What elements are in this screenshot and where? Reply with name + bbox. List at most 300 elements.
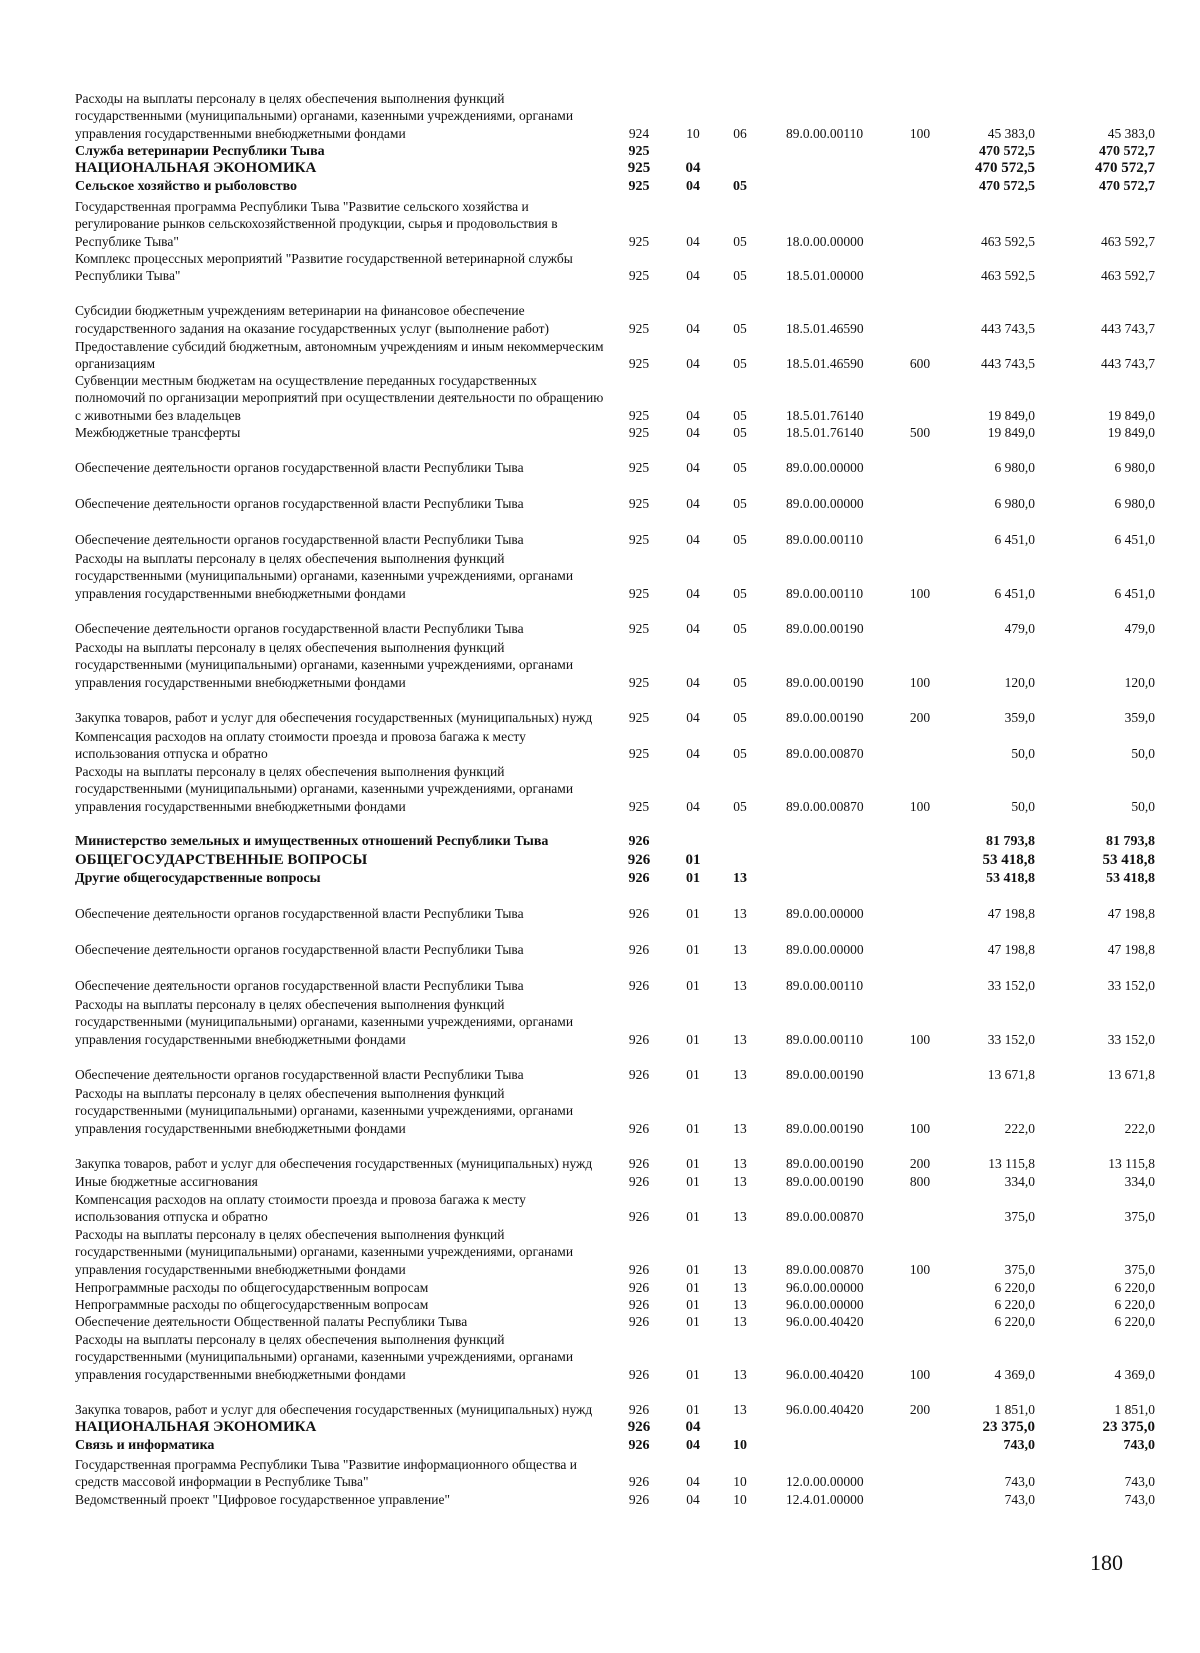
dept-code: 926 [628,1280,650,1295]
subsection-code: 05 [733,585,747,601]
amount-year-2: 50,0 [1131,746,1155,762]
expense-type-code: 600 [909,356,931,372]
amount-year-2: 33 152,0 [1107,1031,1155,1047]
target-article-code: 89.0.00.00190 [786,1067,864,1083]
amount-year-2: 4 369,0 [1114,1366,1155,1382]
amount-year-2: 359,0 [1124,710,1155,726]
amount-year-2: 470 572,7 [1099,179,1155,194]
target-article-code: 89.0.00.00870 [786,798,864,814]
amount-year-2: 334,0 [1124,1174,1155,1189]
item-name: Обеспечение деятельности органов государственной власти Республики Тыва [75,906,524,922]
section-code: 04 [686,460,700,476]
amount-year-1: 359,0 [1004,710,1035,726]
amount-year-1: 443 743,5 [981,356,1035,372]
table-row [0,1049,1200,1084]
amount-year-2: 375,0 [1124,1209,1155,1225]
amount-year-1: 470 572,5 [975,160,1035,176]
subsection-code: 05 [733,798,747,814]
amount-year-1: 45 383,0 [987,125,1035,141]
expense-type-code: 100 [909,125,931,141]
amount-year-1: 23 375,0 [982,1419,1035,1435]
item-name: Расходы на выплаты персоналу в целях обеспечения выполнения функций государственными (муниципальными) органами, казенными учреждениями, органами управления государственными внебюджетными фондами [75,551,574,601]
item-name: ОБЩЕГОСУДАРСТВЕННЫЕ ВОПРОСЫ [75,852,368,868]
item-name: Субсидии бюджетным учреждениям ветеринарии на финансовое обеспечение государственного задания на оказание государственных услуг (выполнение работ) [75,303,550,336]
subsection-code: 13 [733,1261,747,1277]
item-name: Другие общегосударственные вопросы [75,871,321,886]
amount-year-1: 479,0 [1004,621,1035,637]
amount-year-1: 50,0 [1011,746,1035,762]
subsection-code: 05 [733,233,747,249]
table-row [0,1313,1200,1330]
target-article-code: 89.0.00.00000 [786,496,864,512]
amount-year-1: 53 418,8 [986,871,1035,886]
target-article-code: 96.0.00.00000 [786,1280,864,1295]
target-article-code: 89.0.00.00190 [786,1156,864,1172]
section-code: 04 [686,674,700,690]
table-row [0,550,1200,602]
subsection-code: 13 [733,906,747,922]
section-code: 01 [686,1261,700,1277]
target-article-code: 18.5.01.76140 [786,425,864,440]
amount-year-2: 120,0 [1124,674,1155,690]
item-name: Расходы на выплаты персоналу в целях обеспечения выполнения функций государственными (муниципальными) органами, казенными учреждениями, органами управления государственными внебюджетными фондами [75,1332,574,1382]
section-code: 04 [686,356,700,372]
item-name: Компенсация расходов на оплату стоимости проезда и провоза багажа к месту использования отпуска и обратно [75,1192,526,1225]
amount-year-1: 4 369,0 [994,1366,1035,1382]
subsection-code: 05 [733,674,747,690]
amount-year-2: 743,0 [1124,1492,1155,1507]
subsection-code: 05 [733,356,747,372]
subsection-code: 05 [733,496,747,512]
target-article-code: 89.0.00.00190 [786,1174,864,1189]
dept-code: 925 [628,425,650,440]
target-article-code: 89.0.00.00000 [786,460,864,476]
amount-year-2: 6 451,0 [1114,532,1155,548]
item-name: Министерство земельных и имущественных отношений Республики Тыва [75,834,549,850]
section-code: 01 [686,1067,700,1083]
table-row [0,1173,1200,1190]
amount-year-1: 6 220,0 [994,1314,1035,1329]
target-article-code: 89.0.00.00190 [786,1120,864,1136]
amount-year-1: 33 152,0 [987,1031,1035,1047]
dept-code: 925 [628,674,650,690]
amount-year-2: 19 849,0 [1107,407,1155,423]
dept-code: 925 [628,320,650,336]
section-code: 04 [686,425,700,440]
section-code: 04 [686,320,700,336]
section-code: 01 [686,1280,700,1295]
table-row [0,478,1200,513]
item-name: Субвенции местным бюджетам на осуществление переданных государственных полномочий по организации мероприятий при осуществлении деятельности по обращению с животными без владельцев [75,373,604,423]
item-name: НАЦИОНАЛЬНАЯ ЭКОНОМИКА [75,1419,317,1435]
amount-year-2: 470 572,7 [1099,144,1155,159]
amount-year-1: 6 220,0 [994,1297,1035,1312]
dept-code: 926 [628,906,650,922]
dept-code: 926 [627,852,651,868]
section-code: 01 [685,852,701,868]
amount-year-1: 1 851,0 [994,1402,1035,1418]
table-row [0,1384,1200,1419]
section-code: 04 [686,746,700,762]
amount-year-1: 81 793,8 [986,834,1035,850]
amount-year-2: 743,0 [1124,1474,1155,1490]
subsection-code: 13 [733,1280,747,1295]
table-row [0,285,1200,337]
table-row [0,1491,1200,1508]
table-row [0,1191,1200,1226]
subsection-code: 05 [733,621,747,637]
amount-year-1: 743,0 [1004,1492,1035,1507]
expense-type-code: 500 [909,425,931,440]
table-row [0,763,1200,815]
item-name: Обеспечение деятельности органов государственной власти Республики Тыва [75,621,524,637]
target-article-code: 18.5.01.00000 [786,268,864,284]
amount-year-2: 1 851,0 [1114,1402,1155,1418]
dept-code: 925 [628,798,650,814]
table-row [0,1331,1200,1383]
amount-year-2: 53 418,8 [1106,871,1155,886]
item-name: Государственная программа Республики Тыва "Развитие информационного общества и средств массовой информации в Республике Тыва" [75,1457,578,1490]
subsection-code: 05 [733,320,747,336]
table-row [0,178,1200,195]
amount-year-1: 334,0 [1004,1174,1035,1189]
expense-type-code: 200 [909,1156,931,1172]
amount-year-2: 443 743,7 [1101,356,1155,372]
dept-code: 926 [628,1366,650,1382]
amount-year-1: 33 152,0 [987,978,1035,994]
item-name: Обеспечение деятельности органов государственной власти Республики Тыва [75,978,524,994]
section-code: 01 [686,1156,700,1172]
amount-year-2: 47 198,8 [1107,906,1155,922]
amount-year-2: 443 743,7 [1101,320,1155,336]
table-row [0,1138,1200,1173]
dept-code: 925 [628,496,650,512]
expense-type-code: 100 [909,1366,931,1382]
item-name: Закупка товаров, работ и услуг для обеспечения государственных (муниципальных) нужд [75,1402,593,1418]
amount-year-2: 33 152,0 [1107,978,1155,994]
item-name: Закупка товаров, работ и услуг для обеспечения государственных (муниципальных) нужд [75,1156,593,1172]
table-row [0,1456,1200,1491]
subsection-code: 13 [733,1120,747,1136]
expense-type-code: 100 [909,585,931,601]
amount-year-1: 6 451,0 [994,585,1035,601]
section-code: 04 [686,407,700,423]
item-name: Предоставление субсидий бюджетным, автономным учреждениям и иным некоммерческим организациям [75,339,604,372]
dept-code: 925 [628,268,650,284]
dept-code: 926 [628,1156,650,1172]
target-article-code: 89.0.00.00190 [786,710,864,726]
section-code: 01 [686,1120,700,1136]
table-row [0,143,1200,160]
section-code: 04 [686,710,700,726]
target-article-code: 89.0.00.00190 [786,621,864,637]
expense-type-code: 100 [909,1120,931,1136]
dept-code: 926 [628,1314,650,1329]
expense-type-code: 100 [909,1261,931,1277]
amount-year-1: 6 980,0 [994,460,1035,476]
section-code: 10 [686,125,700,141]
section-code: 01 [686,1209,700,1225]
dept-code: 926 [628,1492,650,1507]
table-row [0,442,1200,477]
item-name: Обеспечение деятельности Общественной палаты Республики Тыва [75,1314,468,1329]
target-article-code: 18.5.01.46590 [786,356,864,372]
item-name: Закупка товаров, работ и услуг для обеспечения государственных (муниципальных) нужд [75,710,593,726]
page-number: 180 [1090,1550,1123,1575]
amount-year-1: 470 572,5 [979,144,1035,159]
dept-code: 925 [628,746,650,762]
amount-year-1: 463 592,5 [981,268,1035,284]
section-code: 04 [686,798,700,814]
amount-year-2: 13 671,8 [1107,1067,1155,1083]
dept-code: 926 [628,1031,650,1047]
subsection-code: 13 [733,942,747,958]
subsection-code: 05 [733,746,747,762]
table-row [0,960,1200,995]
dept-code: 925 [628,532,650,548]
item-name: Обеспечение деятельности органов государственной власти Республики Тыва [75,942,524,958]
amount-year-1: 6 220,0 [994,1280,1035,1295]
section-code: 01 [686,978,700,994]
table-row [0,1419,1200,1436]
table-row [0,1296,1200,1313]
dept-code: 926 [628,1474,650,1490]
amount-year-1: 463 592,5 [981,233,1035,249]
section-code: 01 [686,1402,700,1418]
subsection-code: 13 [733,978,747,994]
amount-year-2: 6 220,0 [1114,1280,1155,1295]
item-name: Сельское хозяйство и рыболовство [75,179,298,194]
target-article-code: 89.0.00.00870 [786,1261,864,1277]
table-row [0,90,1200,142]
section-code: 04 [686,1438,700,1453]
amount-year-2: 81 793,8 [1106,834,1155,850]
amount-year-2: 479,0 [1124,621,1155,637]
target-article-code: 89.0.00.00110 [786,978,864,994]
item-name: Обеспечение деятельности органов государственной власти Республики Тыва [75,460,524,476]
amount-year-1: 50,0 [1011,798,1035,814]
item-name: Расходы на выплаты персоналу в целях обеспечения выполнения функций государственными (муниципальными) органами, казенными учреждениями, органами управления государственными внебюджетными фондами [75,1086,574,1136]
amount-year-2: 6 451,0 [1114,585,1155,601]
item-name: Обеспечение деятельности органов государственной власти Республики Тыва [75,496,524,512]
item-name: Связь и информатика [75,1438,215,1453]
section-code: 01 [686,871,700,886]
subsection-code: 05 [733,532,747,548]
target-article-code: 89.0.00.00870 [786,746,864,762]
table-row [0,250,1200,285]
table-row [0,514,1200,549]
subsection-code: 13 [733,1031,747,1047]
item-name: Расходы на выплаты персоналу в целях обеспечения выполнения функций государственными (муниципальными) органами, казенными учреждениями, органами управления государственными внебюджетными фондами [75,640,574,690]
item-name: Комплекс процессных мероприятий "Развитие государственной ветеринарной службы Республики Тыва" [75,251,573,284]
table-row [0,1437,1200,1454]
amount-year-2: 47 198,8 [1107,942,1155,958]
section-code: 04 [686,532,700,548]
subsection-code: 05 [733,268,747,284]
subsection-code: 13 [733,1366,747,1382]
dept-code: 925 [627,160,651,176]
subsection-code: 05 [733,179,747,194]
target-article-code: 89.0.00.00000 [786,906,864,922]
section-code: 04 [685,160,701,176]
item-name: Расходы на выплаты персоналу в целях обеспечения выполнения функций государственными (муниципальными) органами, казенными учреждениями, органами управления государственными внебюджетными фондами [75,764,574,814]
section-code: 04 [686,496,700,512]
section-code: 01 [686,1366,700,1382]
dept-code: 925 [628,460,650,476]
amount-year-2: 6 220,0 [1114,1297,1155,1312]
amount-year-2: 6 980,0 [1114,460,1155,476]
amount-year-2: 6 980,0 [1114,496,1155,512]
table-row [0,338,1200,373]
section-code: 04 [686,268,700,284]
section-code: 04 [686,621,700,637]
table-row [0,924,1200,959]
section-code: 01 [686,1031,700,1047]
item-name: Расходы на выплаты персоналу в целях обеспечения выполнения функций государственными (муниципальными) органами, казенными учреждениями, органами управления государственными внебюджетными фондами [75,91,574,141]
subsection-code: 05 [733,710,747,726]
amount-year-2: 6 220,0 [1114,1314,1155,1329]
subsection-code: 10 [733,1438,747,1453]
amount-year-1: 443 743,5 [981,320,1035,336]
table-row [0,996,1200,1048]
section-code: 04 [686,585,700,601]
subsection-code: 13 [733,1156,747,1172]
amount-year-1: 19 849,0 [987,425,1035,440]
amount-year-2: 13 115,8 [1108,1156,1155,1172]
table-row [0,1085,1200,1137]
target-article-code: 89.0.00.00110 [786,125,864,141]
dept-code: 925 [628,179,650,194]
dept-code: 925 [628,144,650,159]
subsection-code: 05 [733,425,747,440]
target-article-code: 12.0.00.00000 [786,1474,864,1490]
amount-year-1: 470 572,5 [979,179,1035,194]
amount-year-1: 120,0 [1004,674,1035,690]
item-name: Расходы на выплаты персоналу в целях обеспечения выполнения функций государственными (муниципальными) органами, казенными учреждениями, органами управления государственными внебюджетными фондами [75,1227,574,1277]
target-article-code: 89.0.00.00110 [786,1031,864,1047]
amount-year-2: 53 418,8 [1102,852,1155,868]
table-row [0,603,1200,638]
expense-type-code: 800 [909,1174,931,1189]
subsection-code: 13 [733,1402,747,1418]
subsection-code: 10 [733,1492,747,1507]
expense-type-code: 200 [909,710,931,726]
dept-code: 925 [628,621,650,637]
target-article-code: 18.5.01.46590 [786,320,864,336]
amount-year-2: 743,0 [1123,1438,1155,1453]
amount-year-1: 375,0 [1004,1261,1035,1277]
table-row [0,816,1200,851]
table-row [0,1226,1200,1278]
dept-code: 926 [628,1438,650,1453]
dept-code: 925 [628,356,650,372]
amount-year-1: 6 451,0 [994,532,1035,548]
section-code: 04 [686,1492,700,1507]
table-row [0,424,1200,441]
amount-year-1: 743,0 [1004,1474,1035,1490]
table-row [0,692,1200,727]
item-name: Расходы на выплаты персоналу в целях обеспечения выполнения функций государственными (муниципальными) органами, казенными учреждениями, органами управления государственными внебюджетными фондами [75,997,574,1047]
amount-year-1: 6 980,0 [994,496,1035,512]
item-name: Государственная программа Республики Тыва "Развитие сельского хозяйства и регулирование рынков сельскохозяйственной продукции, сырья и продовольствия в Республике Тыва" [75,199,558,249]
amount-year-2: 375,0 [1124,1261,1155,1277]
subsection-code: 13 [733,1314,747,1329]
expense-type-code: 100 [909,674,931,690]
amount-year-1: 743,0 [1003,1438,1035,1453]
target-article-code: 96.0.00.00000 [786,1297,864,1312]
dept-code: 926 [628,1402,650,1418]
section-code: 01 [686,942,700,958]
table-row [0,888,1200,923]
dept-code: 926 [628,1120,650,1136]
amount-year-2: 23 375,0 [1102,1419,1155,1435]
amount-year-1: 47 198,8 [987,906,1035,922]
table-row [0,728,1200,763]
table-row [0,1279,1200,1296]
table-row [0,198,1200,250]
subsection-code: 13 [733,1174,747,1189]
amount-year-1: 13 115,8 [988,1156,1035,1172]
section-code: 04 [686,179,700,194]
item-name: Межбюджетные трансферты [75,425,241,440]
item-name: Служба ветеринарии Республики Тыва [75,144,325,159]
subsection-code: 06 [733,125,747,141]
target-article-code: 89.0.00.00190 [786,674,864,690]
item-name: НАЦИОНАЛЬНАЯ ЭКОНОМИКА [75,160,317,176]
section-code: 01 [686,1174,700,1189]
target-article-code: 96.0.00.40420 [786,1366,864,1382]
dept-code: 926 [628,942,650,958]
target-article-code: 89.0.00.00110 [786,585,864,601]
dept-code: 925 [628,710,650,726]
dept-code: 925 [628,233,650,249]
amount-year-1: 375,0 [1004,1209,1035,1225]
table-row [0,372,1200,424]
section-code: 01 [686,906,700,922]
subsection-code: 13 [733,1067,747,1083]
target-article-code: 89.0.00.00110 [786,532,864,548]
target-article-code: 12.4.01.00000 [786,1492,864,1507]
target-article-code: 18.5.01.76140 [786,407,864,423]
dept-code: 926 [628,1067,650,1083]
target-article-code: 89.0.00.00000 [786,942,864,958]
amount-year-1: 13 671,8 [987,1067,1035,1083]
section-code: 04 [686,233,700,249]
subsection-code: 13 [733,1209,747,1225]
item-name: Обеспечение деятельности органов государственной власти Республики Тыва [75,532,524,548]
table-row [0,870,1200,887]
amount-year-1: 47 198,8 [987,942,1035,958]
table-row [0,160,1200,177]
table-row [0,639,1200,691]
amount-year-2: 463 592,7 [1101,268,1155,284]
dept-code: 925 [628,407,650,423]
dept-code: 926 [628,1174,650,1189]
item-name: Иные бюджетные ассигнования [75,1174,258,1189]
section-code: 01 [686,1314,700,1329]
amount-year-2: 19 849,0 [1107,425,1155,440]
expense-type-code: 100 [909,798,931,814]
amount-year-2: 463 592,7 [1101,233,1155,249]
item-name: Обеспечение деятельности органов государственной власти Республики Тыва [75,1067,524,1083]
amount-year-2: 470 572,7 [1095,160,1155,176]
subsection-code: 05 [733,460,747,476]
item-name: Компенсация расходов на оплату стоимости проезда и провоза багажа к месту использования отпуска и обратно [75,729,526,762]
expense-type-code: 100 [909,1031,931,1047]
dept-code: 925 [628,585,650,601]
table-row [0,852,1200,869]
subsection-code: 05 [733,407,747,423]
